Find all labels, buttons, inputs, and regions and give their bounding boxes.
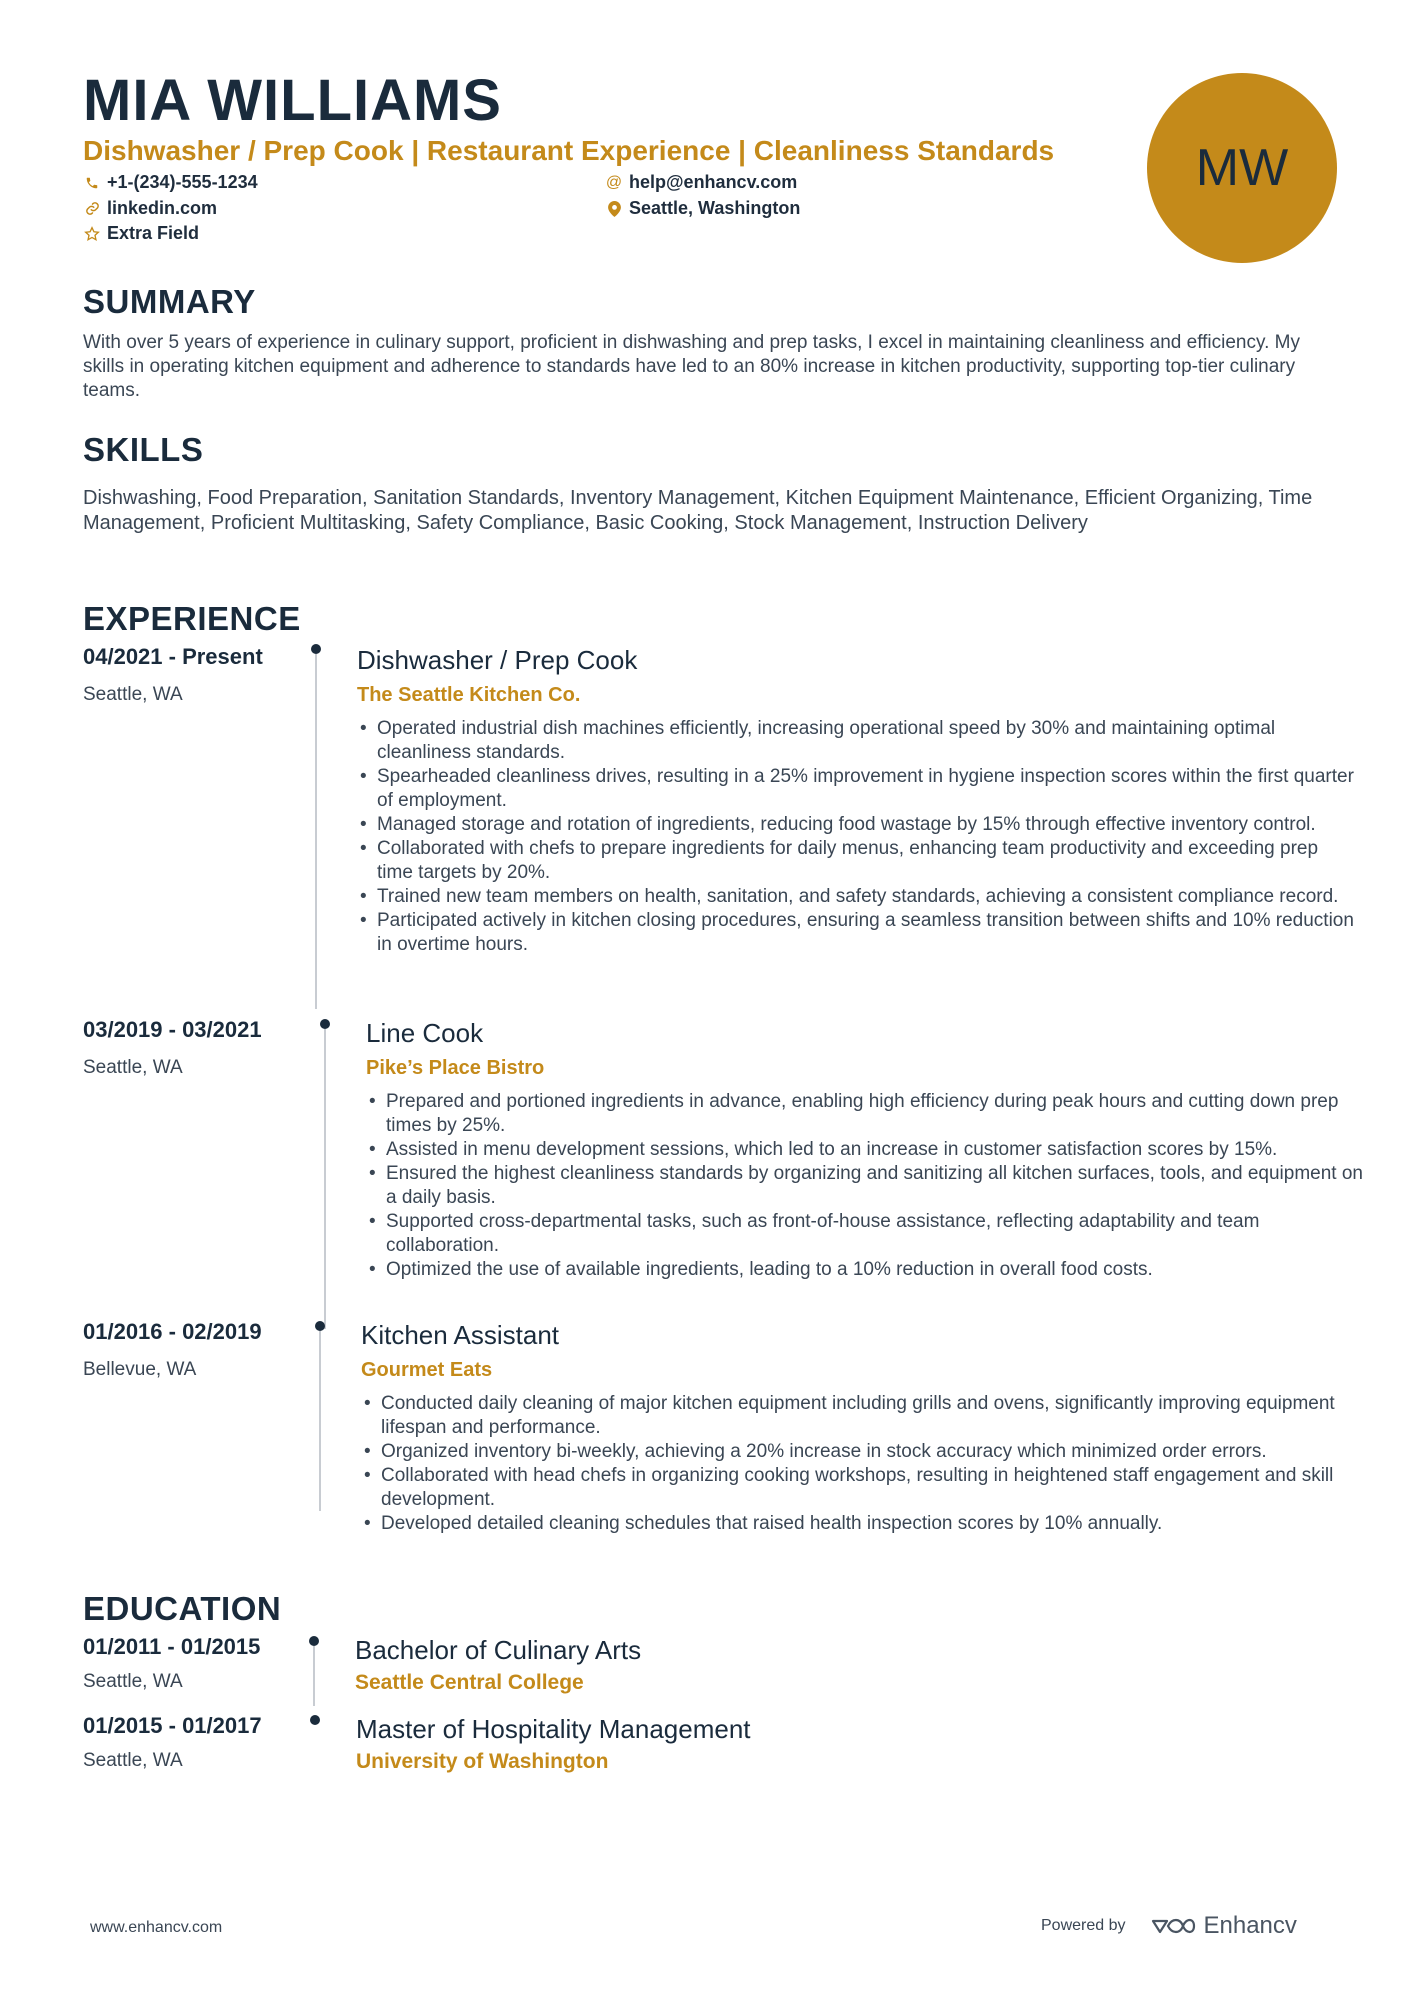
timeline-dot <box>311 644 321 654</box>
contact-info <box>83 172 843 248</box>
job-bullet: • Ensured the highest cleanliness standards by organizing and sanitizing all kitchen surfaces, tools, and equipment on a daily basis. <box>366 1162 1366 1210</box>
timeline-dot <box>309 1636 319 1646</box>
timeline-line <box>315 654 317 1009</box>
job-bullet: • Supported cross-departmental tasks, such as front-of-house assistance, reflecting adaptability and team collaboration. <box>366 1210 1366 1258</box>
job-bullet: • Conducted daily cleaning of major kitchen equipment including grills and ovens, significantly improving equipment lifespan and performance. <box>361 1392 1341 1440</box>
contact-extra <box>83 223 199 244</box>
candidate-headline: Dishwasher / Prep Cook | Restaurant Experience | Cleanliness Standards <box>83 135 1055 166</box>
education-heading: EDUCATION <box>83 1590 282 1627</box>
experience-entry <box>83 1017 1363 1309</box>
contact-email[interactable] <box>605 172 797 193</box>
job-title: Kitchen Assistant <box>361 1320 559 1350</box>
job-bullet: • Developed detailed cleaning schedules that raised health inspection scores by 10% annually. <box>361 1512 1341 1536</box>
school-name: University of Washington <box>356 1750 609 1773</box>
timeline-line <box>313 1646 315 1706</box>
education-entry <box>83 1634 1338 1704</box>
job-title: Dishwasher / Prep Cook <box>357 645 638 675</box>
education-date: 01/2015 - 01/2017 <box>83 1713 262 1738</box>
experience-entry <box>83 1319 1338 1534</box>
summary-text: With over 5 years of experience in culinary support, proficient in dishwashing and prep tasks, I excel in maintaining cleanliness and efficiency. My skills in operating kitchen equipment and adherence to standards have led to an 80% increase in kitchen productivity, supporting top-tier culinary teams. <box>83 332 1300 401</box>
job-bullet: • Assisted in menu development sessions, which led to an increase in customer satisfaction scores by 15%. <box>366 1138 1366 1162</box>
school-name: Seattle Central College <box>355 1671 584 1694</box>
footer-website[interactable]: www.enhancv.com <box>90 1919 223 1936</box>
education-date: 01/2011 - 01/2015 <box>83 1634 261 1659</box>
location-text: Seattle, Washington <box>629 198 801 218</box>
footer-branding <box>1041 1912 1297 1940</box>
contact-phone[interactable] <box>83 172 258 193</box>
enhancv-logo[interactable] <box>1150 1912 1297 1940</box>
job-bullet: • Spearheaded cleanliness drives, resulting in a 25% improvement in hygiene inspection scores within the first quarter of employment. <box>357 765 1357 813</box>
phone-icon <box>83 174 101 192</box>
avatar <box>1147 73 1337 263</box>
job-bullet: • Organized inventory bi-weekly, achieving a 20% increase in stock accuracy which minimized order errors. <box>361 1440 1341 1464</box>
job-date: 04/2021 - Present <box>83 644 263 669</box>
job-date: 03/2019 - 03/2021 <box>83 1017 262 1042</box>
timeline-line <box>324 1029 326 1329</box>
job-bullet: • Prepared and portioned ingredients in advance, enabling high efficiency during peak hours and cutting down prep times by 25%. <box>366 1090 1366 1138</box>
location-pin-icon <box>605 200 623 218</box>
enhancv-logo-icon <box>1150 1915 1196 1937</box>
job-bullet: • Optimized the use of available ingredients, leading to a 10% reduction in overall food costs. <box>366 1258 1366 1282</box>
job-bullets <box>357 717 1357 957</box>
job-bullet: • Collaborated with head chefs in organizing cooking workshops, resulting in heightened staff engagement and skill development. <box>361 1464 1341 1512</box>
at-icon: @ <box>605 173 623 191</box>
experience-heading: EXPERIENCE <box>83 600 301 637</box>
job-bullets <box>361 1392 1341 1536</box>
powered-by-label: Powered by <box>1041 1917 1126 1934</box>
job-bullet: • Trained new team members on health, sanitation, and safety standards, achieving a consistent compliance record. <box>357 885 1357 909</box>
job-bullet: • Participated actively in kitchen closing procedures, ensuring a seamless transition between shifts and 10% reduction in overtime hours. <box>357 909 1357 957</box>
brand-name: Enhancv <box>1203 1912 1297 1939</box>
job-location: Bellevue, WA <box>83 1359 197 1380</box>
timeline-dot <box>320 1019 330 1029</box>
job-bullets <box>366 1090 1366 1282</box>
degree-title: Bachelor of Culinary Arts <box>355 1635 642 1665</box>
degree-title: Master of Hospitality Management <box>356 1714 751 1744</box>
timeline-dot <box>310 1715 320 1725</box>
email-text: help@enhancv.com <box>629 172 798 192</box>
education-location: Seattle, WA <box>83 1671 183 1692</box>
avatar-initials: MW <box>1195 139 1289 197</box>
summary-heading: SUMMARY <box>83 283 256 320</box>
timeline-dot <box>315 1321 325 1331</box>
education-entry <box>83 1713 1338 1783</box>
experience-entry <box>83 644 1354 1009</box>
job-date: 01/2016 - 02/2019 <box>83 1319 262 1344</box>
job-bullet: • Collaborated with chefs to prepare ingredients for daily menus, enhancing team productivity and exceeding prep time targets by 20%. <box>357 837 1357 885</box>
timeline-line <box>319 1331 321 1511</box>
extra-field-text: Extra Field <box>107 223 200 243</box>
contact-location <box>605 198 800 219</box>
education-location: Seattle, WA <box>83 1750 183 1771</box>
job-title: Line Cook <box>366 1018 484 1048</box>
candidate-name: MIA WILLIAMS <box>83 68 502 133</box>
job-bullet: • Managed storage and rotation of ingredients, reducing food wastage by 15% through effective inventory control. <box>357 813 1357 837</box>
phone-text: +1-(234)-555-1234 <box>107 172 258 192</box>
company-name: Gourmet Eats <box>361 1359 493 1381</box>
link-icon <box>83 200 101 218</box>
skills-text: Dishwashing, Food Preparation, Sanitation Standards, Inventory Management, Kitchen Equipment Maintenance, Efficient Organizing, Time Management, Proficient Multitasking, Safety Compliance, Basic Cooking, Stock Management, Instruction Delivery <box>83 487 1313 534</box>
company-name: The Seattle Kitchen Co. <box>357 684 581 706</box>
contact-linkedin[interactable] <box>83 198 217 219</box>
job-location: Seattle, WA <box>83 1057 183 1078</box>
company-name: Pike’s Place Bistro <box>366 1057 545 1079</box>
linkedin-text: linkedin.com <box>107 198 218 218</box>
job-bullet: • Operated industrial dish machines efficiently, increasing operational speed by 30% and maintaining optimal cleanliness standards. <box>357 717 1357 765</box>
job-location: Seattle, WA <box>83 684 183 705</box>
skills-heading: SKILLS <box>83 431 204 468</box>
star-icon <box>83 225 101 243</box>
